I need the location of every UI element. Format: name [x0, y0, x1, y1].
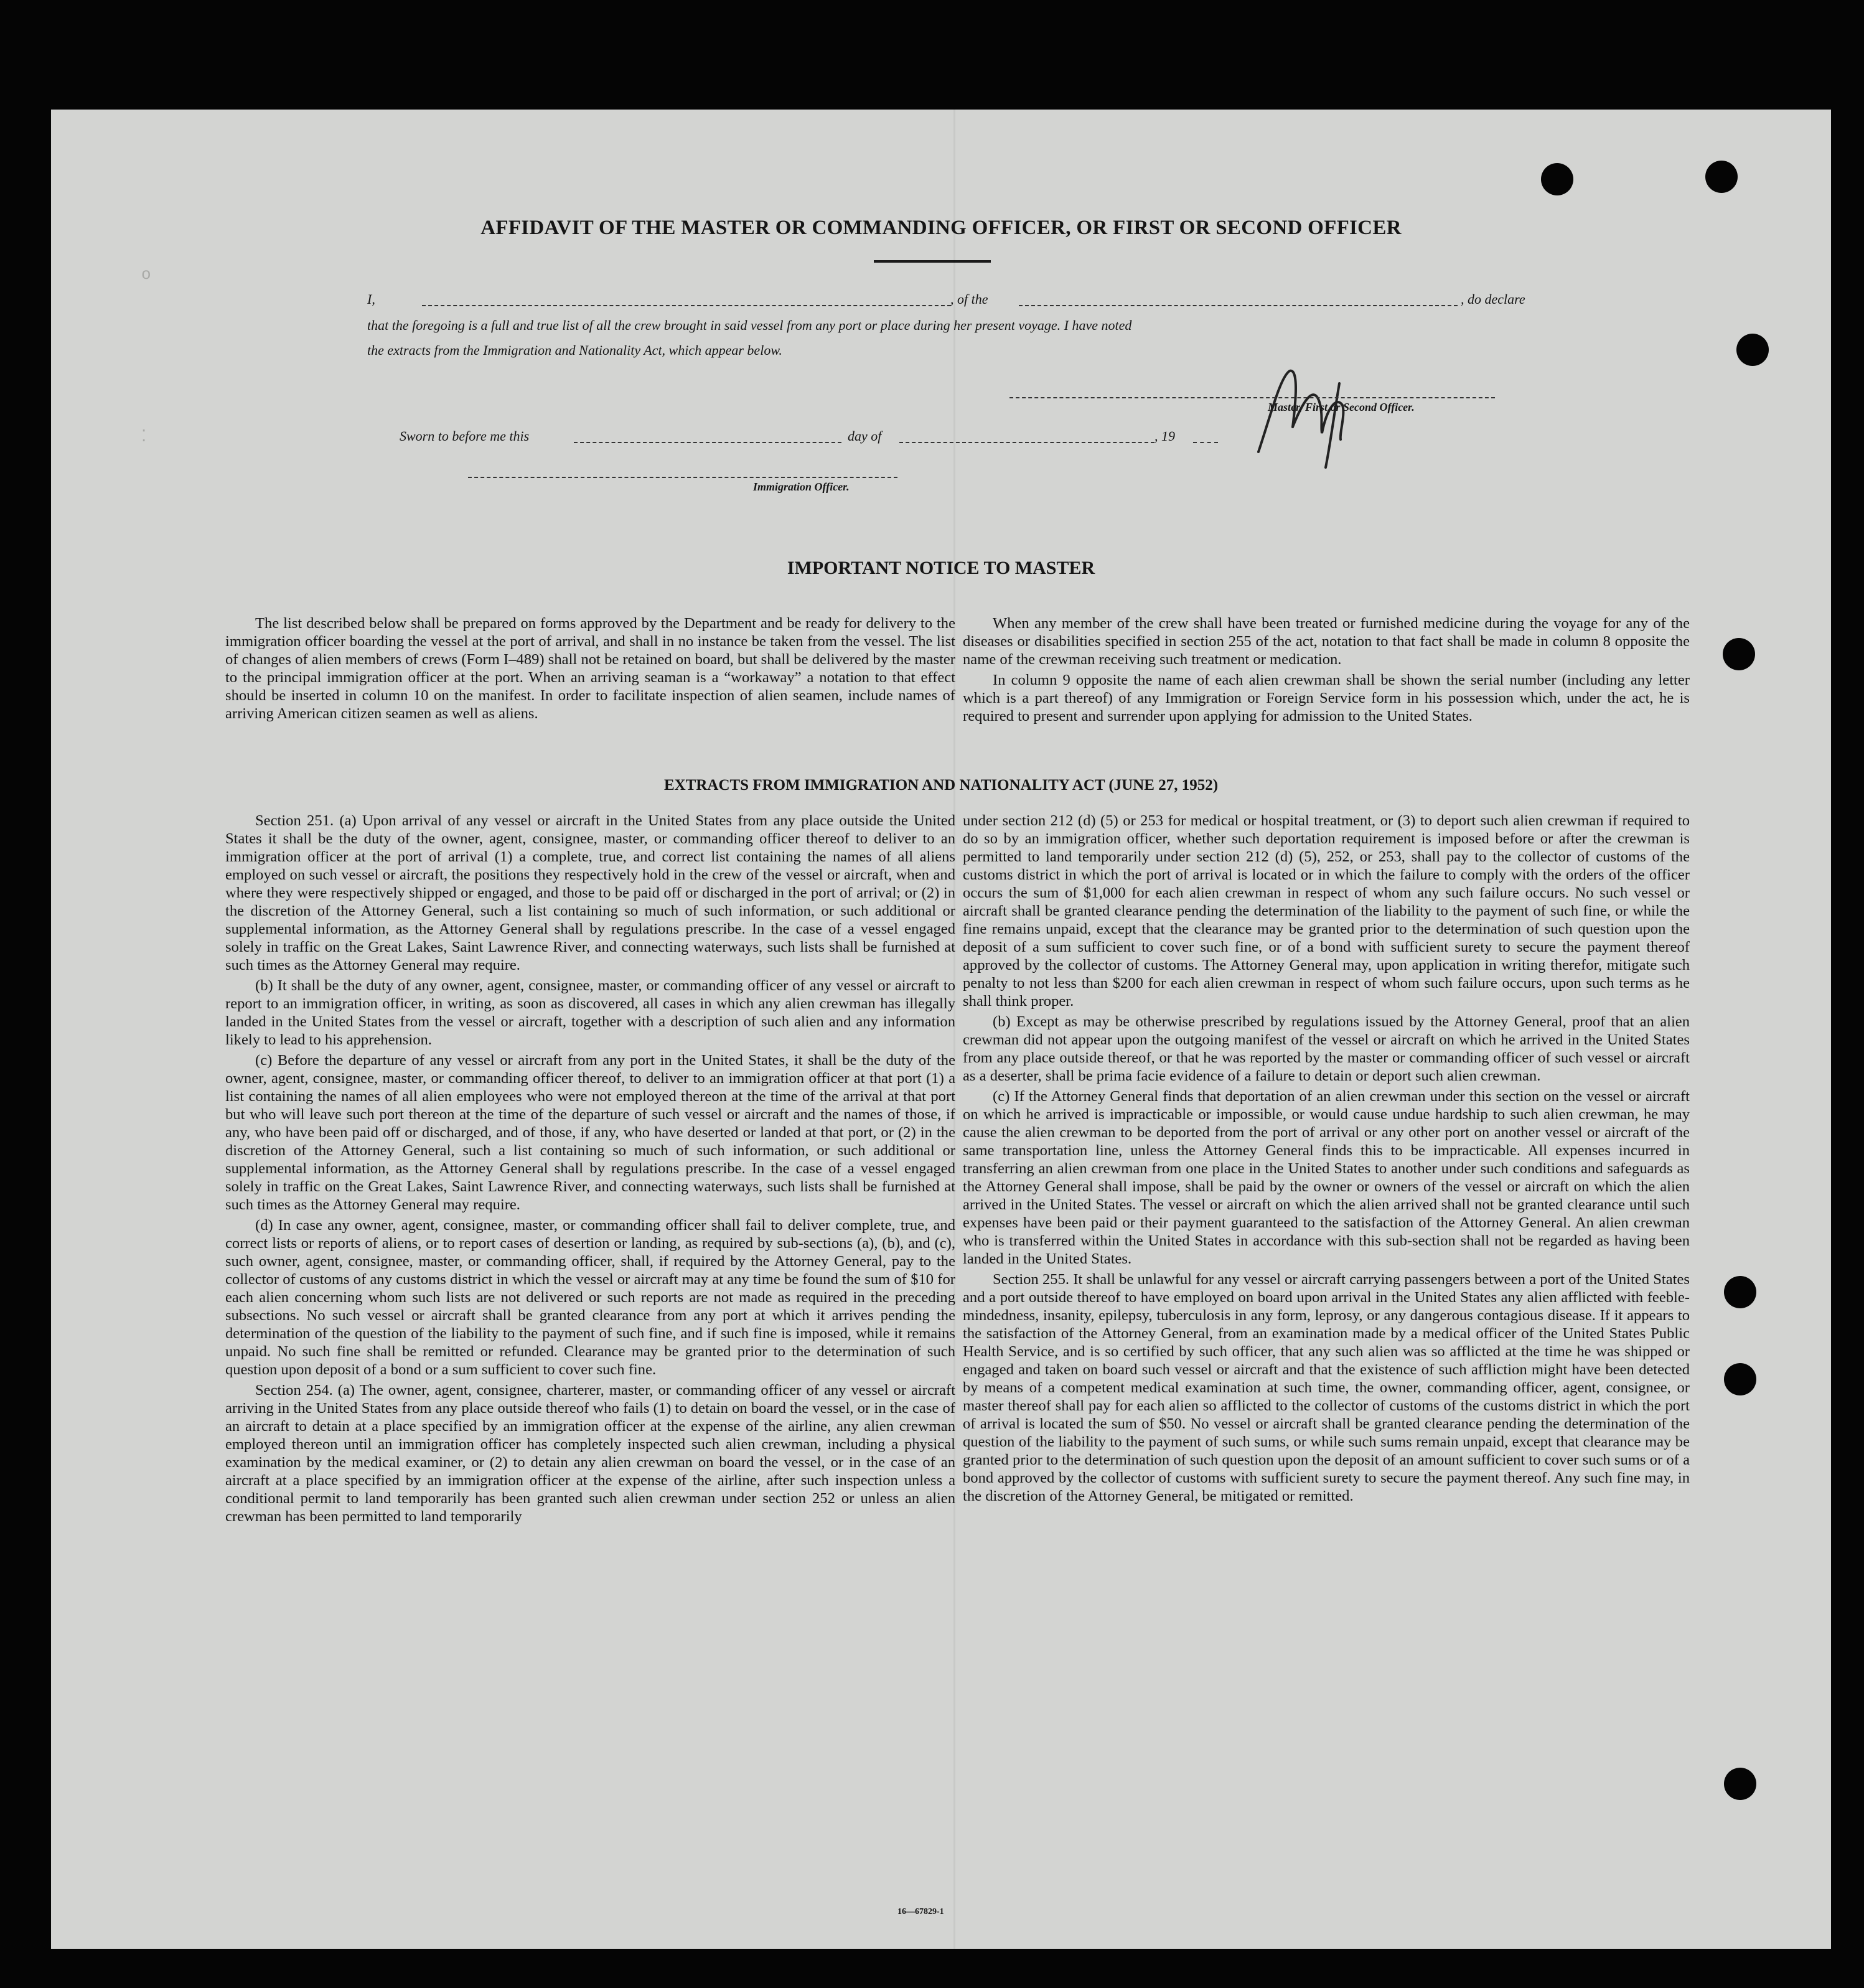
master-signature [1246, 359, 1383, 471]
sworn-label: Sworn to before me this [400, 428, 530, 444]
extract-paragraph: (b) It shall be the duty of any owner, agent, consignee, master, or commanding officer of any vessel or aircraft to report to an immigration officer, in writing, as soon as discovered, all cases in which any alien crewman has illegally landed in the United States from the vessel or aircraft, together with a description of such alien and any information likely to lead to his apprehension. [225, 977, 955, 1048]
affidavit-i-label: I, [367, 291, 375, 307]
notice-right-column [963, 614, 1690, 728]
immigration-officer-line [468, 477, 897, 478]
affidavit-do-declare: , do declare [1461, 291, 1525, 307]
master-signature-line [1009, 397, 1495, 398]
extract-paragraph: Section 251. (a) Upon arrival of any vessel or aircraft in the United States from any place outside the United States it shall be the duty of the owner, agent, consignee, master, or commanding officer thereof to deliver to an immigration officer at the port of arrival (1) a complete, true, and correct list containing the names of all aliens employed on such vessel or aircraft, the positions they respectively hold in the crew of the vessel or aircraft, when and where they were respectively shipped or engaged, and those to be paid off or discharged in the port of arrival; or (2) in the discretion of the Attorney General, such a list containing so much of such information, or such additional or supplemental information, as the Attorney General shall by regulations prescribe. In the case of a vessel engaged solely in traffic on the Great Lakes, Saint Lawrence River, and connecting waterways, such lists shall be furnished at such times as the Attorney General may require. [225, 812, 955, 973]
extract-paragraph: Section 255. It shall be unlawful for any vessel or aircraft carrying passengers between a port of the United States and a port outside thereof to have employed on board upon arrival in the United States any alien afflicted with feeble-mindedness, insanity, epilepsy, tuberculosis in any form, leprosy, or any dangerous contagious disease. If it appears to the satisfaction of the Attorney General, from an examination made by a medical officer of the United States Public Health Service, and is so certified by such officer, that any such alien was so afflicted at the time he was shipped or engaged and taken on board such vessel or aircraft and that the existence of such affliction might have been detected by means of a competent medical examination at such time, the owner, commanding officer, agent, consignee, or master thereof shall pay for each alien so afflicted to the collector of customs of the customs district in which the port of arrival is located the sum of $50. No vessel or aircraft shall be granted clearance pending the determination of the question of the liability to the payment of such sums, or while such sums remain unpaid, except that clearance may be granted prior to the determination of such question upon the deposit of an amount sufficient to cover such sums or of a bond approved by the collector of customs with sufficient surety to secure the payment thereof. Any such fine may, in the discretion of the Attorney General, be mitigated or remitted. [963, 1271, 1690, 1504]
notice-paragraph: The list described below shall be prepared on forms approved by the Department and be ready for delivery to the immigration officer boarding the vessel at the port of arrival, and shall in no instance be taken from the vessel. The list of changes of alien members of crews (Form I–489) shall not be retained on board, but shall be delivered by the master to the principal immigration officer at the port. When an arriving seaman is a “workaway” a notation to that effect should be inserted in column 10 on the manifest. In order to facilitate inspection of alien seamen, include names of arriving American citizen seamen as well as aliens. [225, 615, 955, 722]
document-page [51, 110, 1831, 1949]
extract-paragraph: under section 212 (d) (5) or 253 for medical or hospital treatment, or (3) to deport such alien crewman if required to do so by an immigration officer, whether such deportation requirement is imposed before or after the crewman is permitted to land temporarily under section 212 (d) (5), 252, or 253, shall pay to the collector of customs of the customs district in which the port of arrival is located or in which the failure to comply with the orders of the officer occurs the sum of $1,000 for each alien crewman in respect of whom any such failure occurs. No such vessel or aircraft shall be granted clearance pending the determination of the liability to the payment of such fine, or while the fine remains unpaid, except that the clearance may be granted prior to the determination of such question upon the deposit of a sum sufficient to cover such fine, or of a bond with sufficient surety to secure the payment thereof approved by the collector of customs. The Attorney General may, upon application in writing therefor, mitigate such penalty to not less than $200 for each alien crewman in respect of whom such failure occurs, upon such terms as he shall think proper. [963, 812, 1690, 1010]
sworn-day-blank [574, 442, 841, 443]
vessel-blank [1019, 305, 1458, 306]
binder-hole [1736, 334, 1769, 366]
binder-hole [1723, 638, 1755, 670]
binder-hole [1724, 1363, 1756, 1395]
binder-hole [1724, 1276, 1756, 1308]
name-blank [422, 305, 951, 306]
month-blank [899, 442, 1154, 443]
bleed-through-mark: ⁚ [141, 428, 147, 446]
binder-hole [1724, 1768, 1756, 1800]
extracts-title: EXTRACTS FROM IMMIGRATION AND NATIONALITY ACT (JUNE 27, 1952) [663, 777, 1219, 794]
binder-hole [1705, 161, 1738, 193]
affidavit-title: AFFIDAVIT OF THE MASTER OR COMMANDING OFFICER, OR FIRST OR SECOND OFFICER [480, 217, 1402, 239]
extract-paragraph: Section 254. (a) The owner, agent, consignee, charterer, master, or commanding officer of any vessel or aircraft arriving in the United States from any place outside thereof who fails (1) to detain on board the vessel, or in the case of an aircraft to detain at a place specified by an immigration officer at the expense of the airline, any alien crewman employed thereon until an immigration officer has completely inspected such alien crewman, including a physical examination by the medical examiner, or (2) to detain any alien crewman on board the vessel, or in the case of an aircraft at a place specified by an immigration officer at the expense of the airline, after such inspection unless a conditional permit to land temporarily has been granted such alien crewman under section 252 or unless an alien crewman has been permitted to land temporarily [225, 1382, 955, 1525]
title-underline [874, 260, 991, 263]
immigration-caption: Immigration Officer. [753, 481, 850, 493]
notice-paragraph: In column 9 opposite the name of each alien crewman shall be shown the serial number (including any letter which is a part thereof) of any Immigration or Foreign Service form in his possession which, under the act, he is required to present and surrender upon applying for admission to the United States. [963, 672, 1690, 724]
notice-title: IMPORTANT NOTICE TO MASTER [787, 558, 1095, 578]
extract-paragraph: (c) If the Attorney General finds that deportation of an alien crewman under this section on the vessel or aircraft on which he arrived is impracticable or impossible, or would cause undue hardship to such alien crewman, he may cause the alien crewman to be deported from the port of arrival or any other port on another vessel or aircraft of the same transportation line, unless the Attorney General finds this to be impracticable. All expenses incurred in transferring an alien crewman from one place in the United States to another under such conditions and safeguards as the Attorney General shall impose, shall be paid by the owner or owners of the vessel or aircraft on which the alien arrived in the United States. The vessel or aircraft on which the alien arrived shall not be granted clearance until such expenses have been paid or their payment guaranteed to the satisfaction of the Attorney General. An alien crewman who is transferred within the United States in accordance with this sub-section shall not be regarded as having been landed in the United States. [963, 1088, 1690, 1267]
affidavit-line-3: the extracts from the Immigration and Nationality Act, which appear below. [367, 342, 782, 358]
year-blank [1193, 442, 1218, 443]
extracts-right-column [963, 812, 1690, 1507]
affidavit-of-the: , of the [950, 291, 988, 307]
extract-paragraph: (c) Before the departure of any vessel or aircraft from any port in the United States, it shall be the duty of the owner, agent, consignee, master, or commanding officer thereof, to deliver to an immigration officer at that port (1) a list containing the names of all alien employees who were not employed thereon at the time of the arrival at that port but who will leave such port thereon at the time of the departure of such vessel or aircraft and the names of those, if any, who have been paid off or discharged, and of those, if any, who have deserted or landed at that port, or (2) in the discretion of the Attorney General, such a list containing so much of such information, or such additional or supplemental information, as the Attorney General shall by regulations prescribe. In the case of a vessel engaged solely in traffic on the Great Lakes, Saint Lawrence River, and connecting waterways, such lists shall be furnished at such times as the Attorney General may require. [225, 1052, 955, 1213]
notice-left-column [225, 614, 955, 725]
extract-paragraph: (b) Except as may be otherwise prescribed by regulations issued by the Attorney General, proof that an alien crewman did not appear upon the outgoing manifest of the vessel or aircraft on which he arrived in the United States from any place outside thereof, or that he was reported by the master or commanding officer of such vessel or aircraft as a deserter, shall be prima facie evidence of a failure to detain or deport such alien crewman. [963, 1013, 1690, 1084]
extract-paragraph: (d) In case any owner, agent, consignee, master, or commanding officer shall fail to deliver complete, true, and correct lists or reports of aliens, or to report cases of desertion or landing, as required by sub-sections (a), (b), and (c), such owner, agent, consignee, master, or commanding officer, shall, if required by the Attorney General, pay to the collector of customs of any customs district in which the vessel or aircraft may at any time be found the sum of $10 for each alien concerning whom such lists are not delivered or such reports are not made as required in the preceding subsections. No such vessel or aircraft shall be granted clearance from any port at which it arrives pending the determination of the question of the liability to the payment of such fine, and if such fine is imposed, while it remains unpaid. No such fine shall be remitted or refunded. Clearance may be granted prior to the determination of such question upon deposit of a bond or a sum sufficient to cover such fine. [225, 1217, 955, 1378]
day-of-label: day of [848, 428, 882, 444]
extracts-left-column [225, 812, 955, 1528]
bleed-through-mark: о [141, 265, 151, 284]
notice-paragraph: When any member of the crew shall have been treated or furnished medicine during the voyage for any of the diseases or disabilities specified in section 255 of the act, notation to that fact shall be made in column 8 opposite the name of the crewman receiving such treatment or medication. [963, 615, 1690, 668]
form-number: 16—67829-1 [897, 1907, 944, 1916]
master-caption: Master, First or Second Officer. [1268, 401, 1415, 413]
binder-hole [1541, 163, 1573, 195]
year-label: , 19 [1154, 428, 1175, 444]
affidavit-line-2: that the foregoing is a full and true list of all the crew brought in said vessel from any port or place during her present voyage. I have noted [367, 317, 1132, 333]
